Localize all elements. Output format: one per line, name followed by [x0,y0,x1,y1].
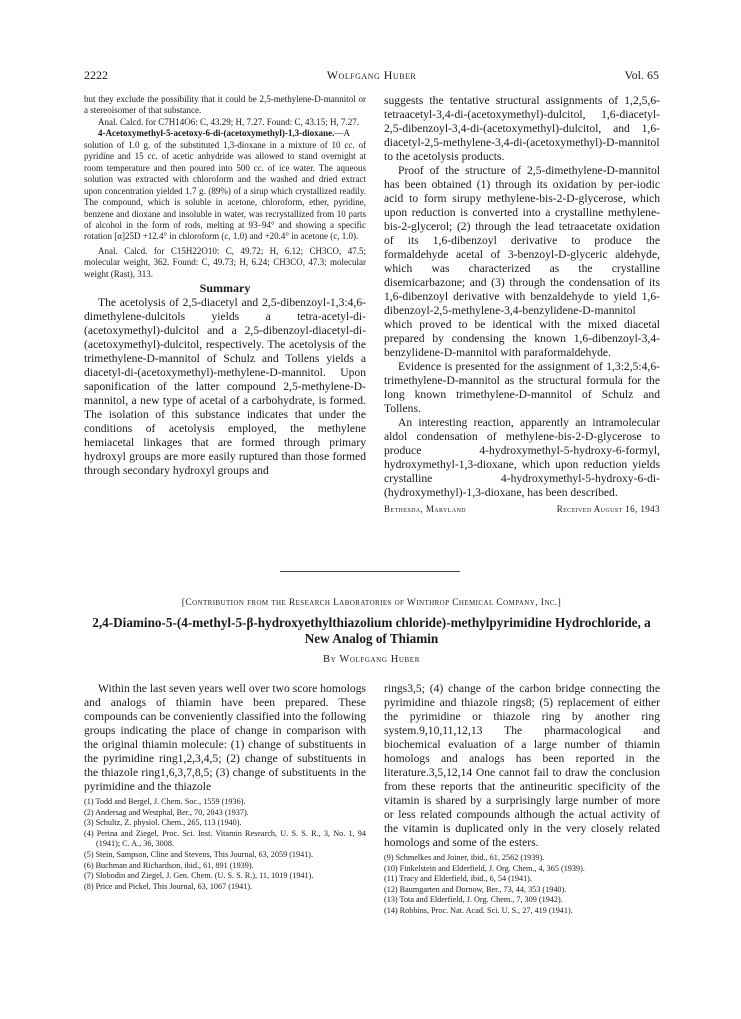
preparation-paragraph [84,128,366,243]
reference-item: (8) Price and Pickel, This Journal, 63, 1067 (1941). [84,881,253,891]
reference-list [84,797,366,892]
analysis-line: Anal. Calcd. for C15H22O10: C, 49.72; H, 6.12; CH3CO, 47.5; molecular weight, 362. Found: C, 49.73; H, 6.24; CH3CO, 47.3; molecular weight (Rast), 313. [84,245,366,279]
preparation-text: —A solution of 1.0 g. of the substituted 1,3-dioxane in a mixture of 10 cc. of pyridine and 15 cc. of acetic anhydride was allowed to stand overnight at room temperature and then poured into 500 cc. of ice water. The aqueous solution was extracted with chloroform and the washed and dried extract upon concentration yielded 1.7 g. (89%) of a sirup which crystallized readily. The compound, which is soluble in acetone, chloroform, ether, pyridine, benzene and dioxane and insoluble in water, was recrystallized from 10 parts of alcohol in the form of rods, melting at 93–94° and showing a specific rotation [α]25D +12.4° in chloroform (c, 1.0) and +20.4° in acetone (c, 1.0). [84,128,366,242]
reference-item: (13) Tota and Elderfield, J. Org. Chem., 7, 309 (1942). [384,895,563,905]
reference-item: (2) Andersag and Westphal, Ber., 70, 2043 (1937). [84,807,249,817]
paragraph: Proof of the structure of 2,5-dimethylene-D-mannitol has been obtained (1) through its oxidation by per-iodic acid to form sirupy methylene-bis-2-D-glycerose, which upon reduction is converted into a crystalline methylene-bis-2-glycerol; (2) through the lead tetraacetate oxidation of its 1,6-dibenzoyl derivative to produce the formaldehyde acetal of 3-benzoyl-D-glyceric aldehyde, which was characterized as the crystalline disemicarbazone; and (3) through the condensation of its 1,6-dibenzoyl derivative with benzaldehyde to yield 1,6-dibenzoyl-2,5-methylene-3,4-benzylidene-D-mannitol which proved to be identical with the mixed diacetal prepared by condensing the known 1,6-dibenzoyl-3,4-benzylidene-D-mannitol with paraformaldehyde. [384,164,660,359]
preparation-title: 4-Acetoxymethyl-5-acetoxy-6-di-(acetoxymethyl)-1,3-dioxane. [98,128,335,139]
reference-item: (14) Robbins, Proc. Nat. Acad. Sci. U. S., 27, 419 (1941). [384,905,573,915]
article-title: 2,4-Diamino-5-(4-methyl-5-β-hydroxyethylthiazolium chloride)-methylpyrimidine Hydrochloride, a New Analog of Thiamin [92,615,651,646]
paragraph: An interesting reaction, apparently an intramolecular aldol condensation of methylene-bis-2-D-glycerose to produce 4-hydroxymethyl-5-hydroxy-6-formyl, hydroxymethyl-1,3-dioxane, which upon reduction yields crystalline 4-hydroxymethyl-5-hydroxy-6-di-(hydroxymethyl)-1,3-dioxane, has been described. [384,416,660,499]
signature-line [384,504,660,514]
reference-item: (9) Schmelkes and Joiner, ibid., 61, 2562 (1939). [384,853,545,862]
author-byline: By Wolfgang Huber [323,654,420,665]
summary-paragraph: The acetolysis of 2,5-diacetyl and 2,5-dibenzoyl-1,3:4,6-dimethylene-dulcitols yields a tetra-acetyl-di-(acetoxymethyl)-dulcitol and a 2,5-dibenzoyl-diacetyl-di-(acetoxymethyl)-dulcitol, respectively. The acetolysis of the trimethylene-D-mannitol of Schulz and Tollens yields a diacetyl-di-(acetoxymethyl)-methylene-D-mannitol. Upon saponification of the latter compound 2,5-methylene-D-mannitol, a new type of acetal of a carbohydrate, is formed. The isolation of this substance indicates that under the conditions of acetolysis employed, the methylene hemiacetal linkages that are formed through primary hydroxyl groups are more easily ruptured than those formed through secondary hydroxyl groups and [84,296,366,478]
reference-item: (6) Buchman and Richardson, ibid., 61, 891 (1939). [84,860,254,870]
running-header [84,68,659,84]
bottom-left-column [84,682,366,892]
paragraph: Evidence is presented for the assignment of 1,3:2,5:4,6-trimethylene-D-mannitol as the structural formula for the long known trimethylene-D-mannitol of Schulz and Tollens. [384,360,660,415]
contribution-line: [Contribution from the Research Laboratories of Winthrop Chemical Company, Inc.] [181,598,562,608]
top-right-column [384,94,660,514]
reference-item: (1) Todd and Bergel, J. Chem. Soc., 1559 (1936). [84,797,246,806]
reference-list [384,853,660,917]
paragraph: rings3,5; (4) change of the carbon bridge connecting the pyrimidine and thiazole rings8; (5) replacement of either the pyrimidine or thiazole ring by another ring system.9,10,11,12,13 The pharmacological and biochemical evaluation of a large number of thiamin homologs and analogs has been reported in the literature.3,5,12,14 One cannot fail to draw the conclusion from these reports that the antineuritic specificity of the vitamin is shared by a surprisingly large number of more or less related compounds although the actual activity of the vitamin is duplicated only in the very closely related homologs and some of the esters. [384,682,660,849]
volume-label: Vol. 65 [624,68,659,82]
paragraph: Within the last seven years well over two score homologs and analogs of thiamin have been prepared. These compounds can be conveniently classified into the following groups indicating the place of change in comparison with the original thiamin molecule: (1) change of substituents in the pyrimidine ring1,2,3,4,5; (2) change of substituents in the thiazole ring1,6,3,7,8,5; (3) change of substituents in the pyrimidine and the thiazole [84,682,366,793]
bottom-right-column [384,682,660,917]
reference-item: (10) Finkelstein and Elderfield, J. Org. Chem., 4, 365 (1939). [384,863,585,873]
reference-item: (11) Tracy and Elderfield, ibid., 6, 54 (1941). [384,874,532,884]
signature-place: Bethesda, Maryland [384,504,467,514]
running-title: Wolfgang Huber [326,68,417,82]
paragraph: but they exclude the possibility that it could be 2,5-methylene-D-mannitol or a stereoisomer of that substance. [84,94,366,116]
reference-item: (12) Baumgarten and Dornow, Ber., 73, 44, 353 (1940). [384,884,567,894]
received-date: Received August 16, 1943 [556,504,660,514]
reference-item: (3) Schultz, Z. physiol. Chem., 265, 113 (1940). [84,818,242,828]
paragraph: suggests the tentative structural assignments of 1,2,5,6-tetraacetyl-3,4-di-(acetoxymethyl)-dulcitol, 1,6-diacetyl-2,5-dibenzoyl-3,4-di-(acetoxymethyl)-dulcitol, and 1,6-diacetyl-2,5-methylene-3,4-di-(acetoxymethyl)-D-mannitol to the acetolysis products. [384,94,660,163]
section-divider [280,571,460,572]
analysis-line: Anal. Calcd. for C7H14O6: C, 43.29; H, 7.27. Found: C, 43.15; H, 7.27. [98,116,359,127]
page-number: 2222 [84,68,108,82]
reference-item: (7) Slobodin and Ziegel, J. Gen. Chem. (U. S. S. R.), 11, 1019 (1941). [84,871,314,881]
reference-item: (5) Stein, Sampson, Cline and Stevens, This Journal, 63, 2059 (1941). [84,849,314,859]
top-left-column [84,94,366,478]
summary-heading: Summary [199,281,251,296]
reference-item: (4) Perina and Ziegel, Proc. Sci. Inst. Vitamin Research, U. S. S. R., 3, No. 1, 94 (1941); C. A., 36, 3008. [84,828,366,849]
